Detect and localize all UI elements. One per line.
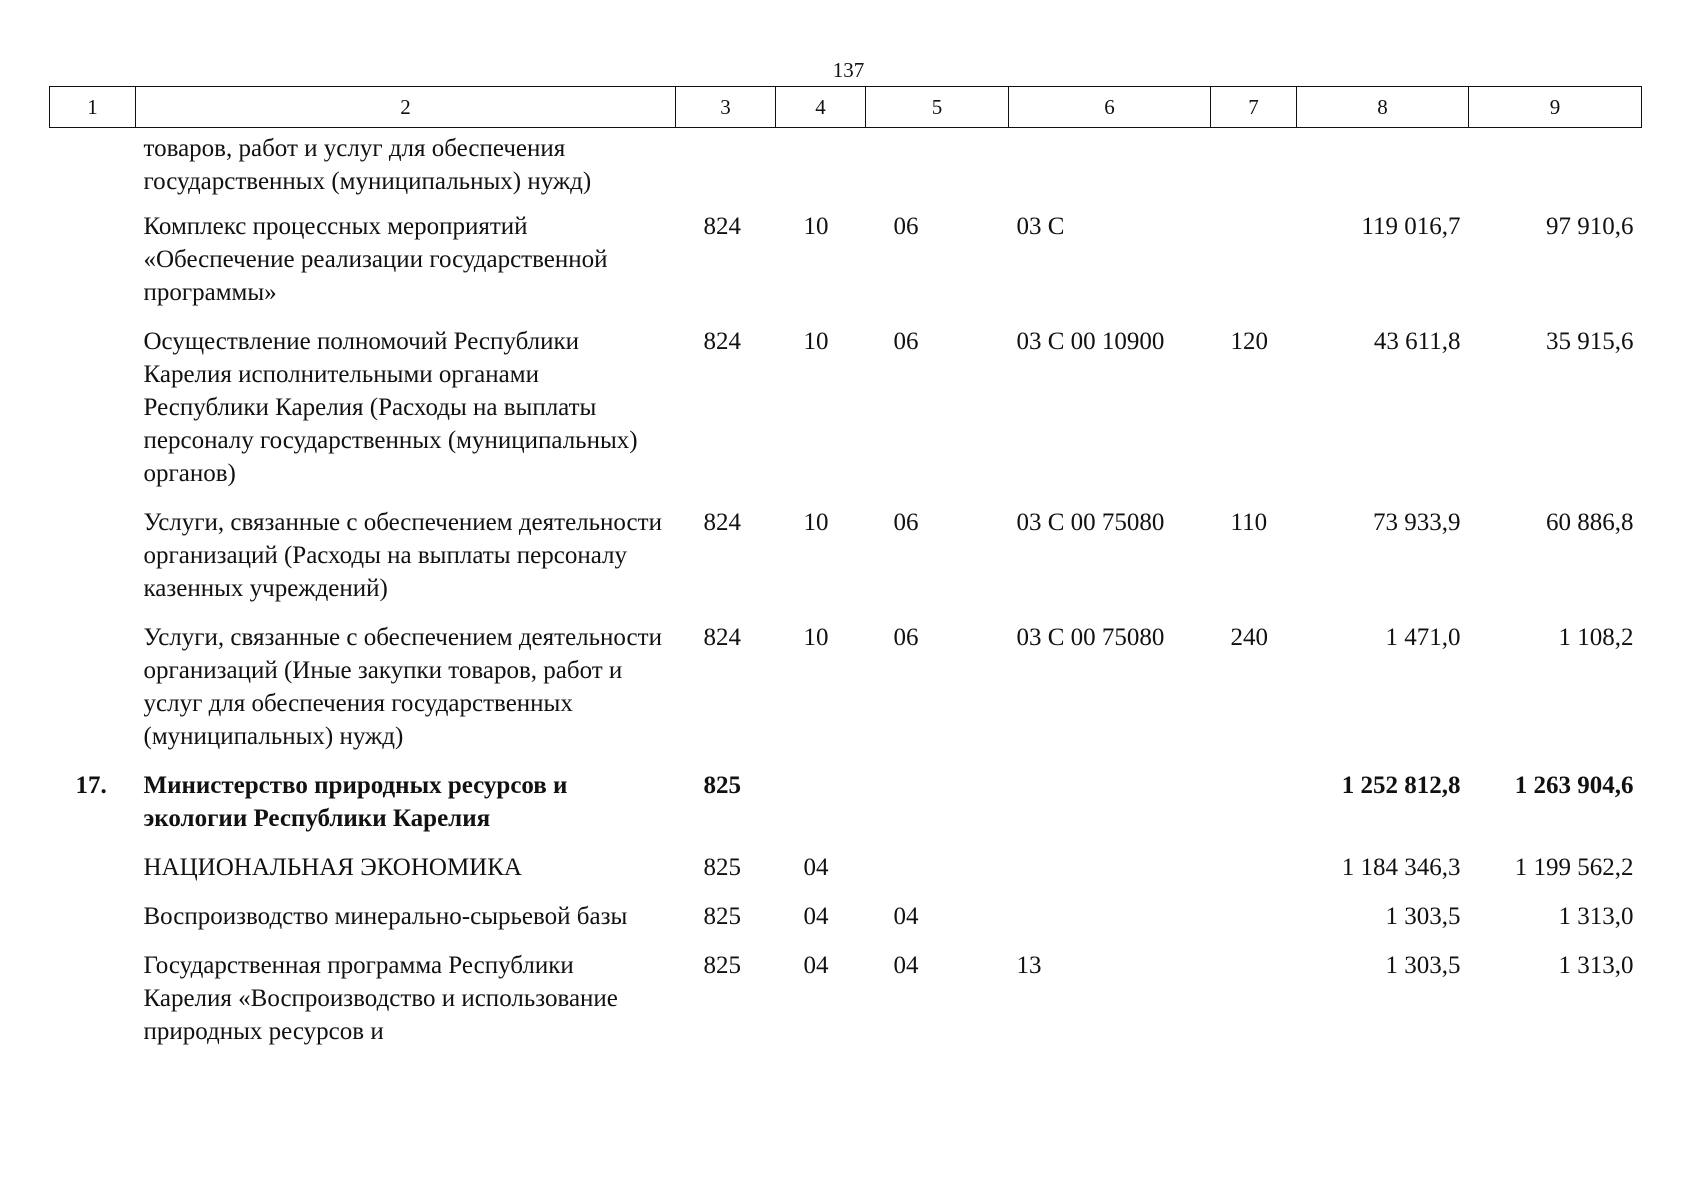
table-row [50,128,1642,211]
target-article-code [1009,900,1211,949]
column-header: 8 [1297,87,1469,128]
expense-type-code [1211,900,1297,949]
amount-year-2: 1 313,0 [1558,903,1634,930]
section-code [776,769,866,851]
section-code: 04 [803,903,829,930]
target-article-code [1009,128,1211,211]
target-article-code [1009,769,1211,851]
amount-year-2: 60 886,8 [1546,509,1634,536]
column-header: 3 [676,87,776,128]
amount-year-2: 1 108,2 [1558,624,1634,651]
column-number-header-row [50,87,1642,128]
amount-year-2 [1469,128,1642,211]
amount-year-2: 97 910,6 [1546,213,1634,240]
table-row [50,900,1642,949]
subsection-code: 04 [893,952,919,979]
ministry-code: 824 [703,328,741,355]
subsection-code [866,769,1009,851]
amount-year-1: 1 471,0 [1385,624,1461,651]
budget-table [49,86,1642,1064]
amount-year-1 [1297,128,1469,211]
table-row [50,621,1642,769]
table-row [50,506,1642,621]
row-number [50,949,136,1064]
subsection-code: 06 [893,328,919,355]
expense-type-code: 110 [1230,509,1268,536]
item-name: Осуществление полномочий Республики Карелия исполнительными органами Республики Карелия (Расходы на выплаты персоналу государственных (муниципальных) органов) [143,328,638,487]
row-number [50,210,136,325]
column-header: 5 [866,87,1009,128]
item-name: Комплекс процессных мероприятий «Обеспечение реализации государственной программы» [143,213,608,306]
item-name: Услуги, связанные с обеспечением деятельности организаций (Расходы на выплаты персоналу казенных учреждений) [143,509,662,602]
ministry-code: 825 [703,952,741,979]
table-row [50,851,1642,900]
section-code: 10 [803,213,829,240]
target-article-code: 03 С [1016,213,1065,240]
section-code [776,128,866,211]
item-name: товаров, работ и услуг для обеспечения государственных (муниципальных) нужд) [143,135,592,195]
row-number [50,851,136,900]
amount-year-1: 43 611,8 [1373,328,1461,355]
column-header: 6 [1009,87,1211,128]
amount-year-1: 119 016,7 [1361,213,1461,240]
ministry-code: 824 [703,213,741,240]
subsection-code: 06 [893,624,919,651]
ministry-code [676,128,776,211]
row-number [50,621,136,769]
target-article-code: 03 С 00 75080 [1016,509,1165,536]
table-row [50,325,1642,506]
target-article-code: 13 [1016,952,1042,979]
amount-year-2: 35 915,6 [1546,328,1634,355]
expense-type-code [1211,769,1297,851]
ministry-code: 824 [703,624,741,651]
item-name: Государственная программа Республики Карелия «Воспроизводство и использование природных ресурсов и [143,952,618,1045]
table-row [50,949,1642,1064]
column-header: 2 [136,87,676,128]
item-name: Воспроизводство минерально-сырьевой базы [143,903,628,930]
subsection-code: 06 [893,509,919,536]
target-article-code: 03 С 00 75080 [1016,624,1165,651]
row-number [50,128,136,211]
ministry-code: 825 [703,772,741,799]
column-header: 9 [1469,87,1642,128]
subsection-code: 06 [893,213,919,240]
row-number [50,325,136,506]
item-name: Услуги, связанные с обеспечением деятельности организаций (Иные закупки товаров, работ и услуг для обеспечения государственных (муниципальных) нужд) [143,624,662,750]
column-header: 7 [1211,87,1297,128]
expense-type-code [1211,851,1297,900]
table-body [50,128,1642,1065]
table-row [50,210,1642,325]
subsection-code [866,128,1009,211]
expense-type-code: 120 [1230,328,1268,355]
expense-type-code: 240 [1230,624,1268,651]
target-article-code [1009,851,1211,900]
subsection-code: 04 [893,903,919,930]
expense-type-code [1211,128,1297,211]
section-code: 10 [803,509,829,536]
amount-year-2: 1 263 904,6 [1514,772,1634,799]
ministry-code: 824 [703,509,741,536]
ministry-code: 825 [703,854,741,881]
row-number [50,506,136,621]
section-code: 04 [803,952,829,979]
item-name: НАЦИОНАЛЬНАЯ ЭКОНОМИКА [143,854,522,881]
row-number [50,900,136,949]
amount-year-1: 1 252 812,8 [1341,772,1461,799]
table-row [50,769,1642,851]
subsection-code [866,851,1009,900]
amount-year-1: 1 184 346,3 [1341,854,1461,881]
expense-type-code [1211,949,1297,1064]
amount-year-1: 73 933,9 [1373,509,1461,536]
column-header: 4 [776,87,866,128]
amount-year-1: 1 303,5 [1385,952,1461,979]
section-code: 10 [803,624,829,651]
column-header: 1 [50,87,136,128]
expense-type-code [1211,210,1297,325]
amount-year-2: 1 313,0 [1558,952,1634,979]
amount-year-2: 1 199 562,2 [1514,854,1634,881]
section-code: 10 [803,328,829,355]
item-name: Министерство природных ресурсов и экологии Республики Карелия [143,772,568,832]
row-number: 17. [75,772,107,799]
ministry-code: 825 [703,903,741,930]
amount-year-1: 1 303,5 [1385,903,1461,930]
target-article-code: 03 С 00 10900 [1016,328,1165,355]
section-code: 04 [803,854,829,881]
page-number: 137 [832,58,865,82]
